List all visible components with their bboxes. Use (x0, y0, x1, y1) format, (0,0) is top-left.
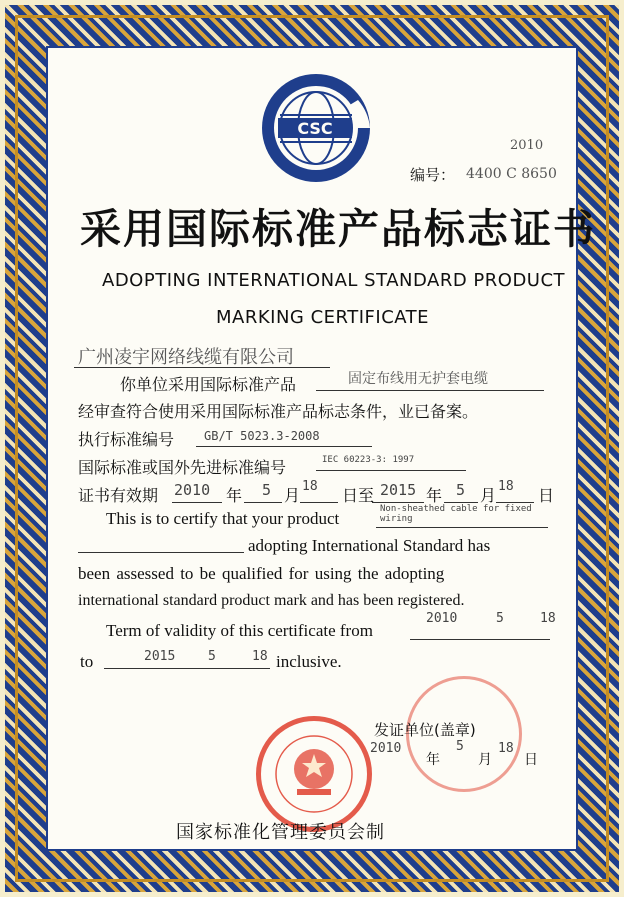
issue-year: 2010 (370, 741, 402, 756)
month-char-1: 月 (284, 486, 301, 505)
certificate-number: 4400 C 8650 (466, 166, 557, 182)
valid-to-year: 2015 (380, 481, 417, 499)
csc-logo-icon (258, 70, 378, 188)
from-underline (410, 639, 550, 640)
underline (496, 502, 534, 503)
year-char-2: 年 (426, 486, 443, 505)
standard-underline (196, 446, 372, 447)
standard-number: GB/T 5023.3-2008 (204, 429, 320, 443)
intl-standard-label: 国际标准或国外先进标准编号 (78, 458, 287, 477)
english-cert-line3: been assessed to be qualified for using the adopting (78, 564, 445, 583)
product-underline (316, 390, 544, 391)
from-day: 18 (540, 611, 556, 626)
valid-from-day: 18 (302, 479, 318, 494)
underline (444, 502, 478, 503)
year-char-1: 年 (226, 486, 243, 505)
year-top: 2010 (510, 138, 544, 153)
product-name-cn: 固定布线用无护套电缆 (348, 371, 488, 387)
intl-standard-number: IEC 60223-3: 1997 (322, 455, 415, 465)
number-label: 编号： (410, 166, 456, 184)
national-emblem-icon (261, 721, 367, 827)
title-english-line2: MARKING CERTIFICATE (216, 307, 430, 328)
valid-from-year: 2010 (174, 481, 211, 499)
underline (172, 502, 222, 503)
to-month: 5 (208, 649, 216, 664)
to-day: 18 (252, 649, 268, 664)
review-statement: 经审查符合使用采用国际标准产品标志条件，业已备案。 (78, 402, 479, 421)
english-validity-line: Term of validity of this certificate from (106, 621, 373, 640)
product-en-underline (376, 527, 548, 528)
inclusive-text: inclusive. (276, 652, 342, 671)
valid-to-day: 18 (498, 479, 514, 494)
issue-month: 5 (456, 739, 464, 754)
issue-month-char: 月 (478, 752, 492, 768)
day-char-2: 日 (538, 486, 555, 505)
logo-text: CSC (297, 119, 333, 138)
day-to-char: 日至 (342, 486, 375, 505)
issue-year-char: 年 (426, 752, 440, 768)
footer-issuer: 国家标准化管理委员会制 (176, 822, 385, 843)
company-underline (74, 367, 330, 368)
english-cert-line2: adopting International Standard has (248, 536, 491, 555)
intl-standard-underline (316, 470, 466, 471)
valid-to-month: 5 (456, 481, 466, 499)
validity-label: 证书有效期 (78, 486, 159, 505)
company-name: 广州凌宇网络线缆有限公司 (78, 347, 294, 368)
to-year: 2015 (144, 649, 176, 664)
underline (372, 502, 424, 503)
product-label: 你单位采用国际标准产品 (120, 375, 297, 394)
blank-underline (78, 552, 244, 553)
issue-day-char: 日 (524, 752, 538, 768)
issuer-label: 发证单位(盖章) (374, 721, 476, 739)
standard-label: 执行标准编号 (78, 430, 175, 449)
english-cert-line1: This is to certify that your product (106, 509, 340, 528)
valid-from-month: 5 (262, 481, 272, 499)
english-cert-line4: international standard product mark and has been registered. (78, 592, 465, 609)
to-underline (104, 668, 270, 669)
to-label: to (80, 652, 94, 671)
underline (244, 502, 282, 503)
underline (300, 502, 338, 503)
product-name-en: Non-sheathed cable for fixed wiring (380, 504, 532, 524)
title-chinese: 采用国际标准产品标志证书 (80, 205, 596, 253)
from-year: 2010 (426, 611, 458, 626)
title-english-line1: ADOPTING INTERNATIONAL STANDARD PRODUCT (102, 270, 566, 291)
national-committee-stamp (256, 716, 372, 832)
from-month: 5 (496, 611, 504, 626)
month-char-2: 月 (480, 486, 497, 505)
issue-day: 18 (498, 741, 514, 756)
